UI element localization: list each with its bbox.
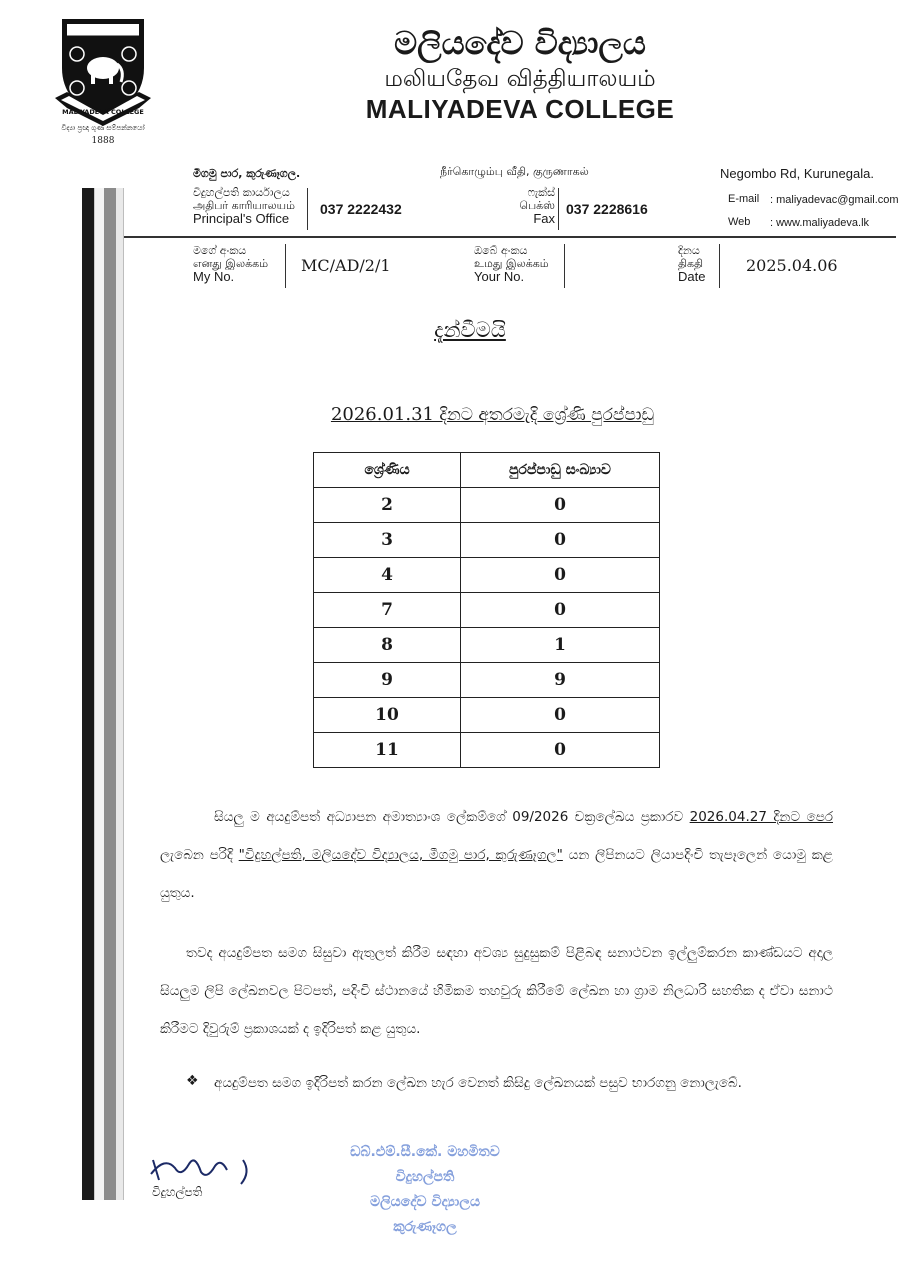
college-name-english: MALIYADEVA COLLEGE	[365, 94, 675, 124]
my-reference-number: MC/AD/2/1	[301, 256, 391, 275]
table-row: 2 0	[314, 488, 660, 523]
decorative-stripe-black	[82, 188, 94, 1200]
divider	[719, 244, 720, 288]
principal-signature	[145, 1150, 275, 1190]
bullet-icon: ❖	[186, 1073, 199, 1089]
table-row: 11 0	[314, 733, 660, 768]
crest-motto: විද්‍යා ප්‍රඥා ගුණ සම්පන්නයෝ	[61, 124, 145, 132]
vacancy-table	[313, 452, 660, 768]
column-header-vacancies: පුරප්පාඩු සංඛ්‍යාව	[461, 453, 660, 488]
college-name-tamil: மலியதேவ வித்தியாலயம்	[384, 66, 656, 92]
fax-label: ෆැක්ස් பெக்ஸ் Fax	[519, 186, 555, 226]
divider	[564, 244, 565, 288]
date-label: දිනය திகதி Date	[678, 244, 706, 284]
divider	[558, 188, 559, 230]
official-stamp: ඩබ්.එම්.සී.කේ. මහමිතව විදුහල්පති මලියදේව විද්‍යාලය කුරුණෑගල	[350, 1144, 500, 1235]
paragraph-documents: තවද අයදුම්පත සමග සිසුවා ඇතුලත් කිරීම සඳහා අවශ්‍ය සුදුසුකම් පිළිබඳ සනාථවන ඉල්ලුම්කරන කාණ්ඩයට අදාල සියලුම ලිපි ලේඛනවල පිටපත්, පදිංචි ස්ථානයේ හිමිකම තහවුරු කිරීමේ ලේඛන හා ග්‍රාම නිලධාරි සහතික ද ඒවා සනාථ කිරීමට දිවුරුම් ප්‍රකාශයක් ද ඉදිරිපත් කළ යුතුය.	[160, 945, 833, 1037]
address-english: Negombo Rd, Kurunegala.	[720, 166, 874, 181]
notice-heading: දැන්වීමයි	[434, 318, 506, 342]
your-no-label: ඔබේ අංකය உமது இலக்கம் Your No.	[474, 244, 549, 284]
table-row: 10 0	[314, 698, 660, 733]
decorative-stripe-light	[116, 188, 124, 1200]
office-phone: 037 2222432	[320, 201, 402, 217]
header-rule	[124, 236, 896, 238]
table-row: 7 0	[314, 593, 660, 628]
email-label: E-mail	[728, 193, 760, 205]
table-row: 4 0	[314, 558, 660, 593]
email-address: : maliyadevac@gmail.com	[770, 194, 899, 206]
divider	[285, 244, 286, 288]
office-label: විදුහල්පති කාර්යාලය அதிபர் காரியாலயம் Principal's Office	[193, 186, 295, 226]
table-row: 3 0	[314, 523, 660, 558]
paragraph-submission: සියලු ම අයදුම්පත් අධ්‍යාපන අමාත්‍යාංශ ලේකම්ගේ 09/2026 චක්‍රලේඛය ප්‍රකාරව 2026.04.27 දිනට පෙර ලැබෙන පරිදි "විදුහල්පති, මලියදේව විද්‍යාලය, මීගමු පාර, කුරුණෑගල" යන ලිපිනයට ලියාපදිංචි තැපෑලෙන් යොමු කළ යුතුය.	[160, 809, 833, 901]
notice-subheading: 2026.01.31 දිනට අතරමැදි ශ්‍රේණි පුරප්පාඩු	[330, 404, 655, 425]
svg-text:MALIYADEVA COLLEGE: MALIYADEVA COLLEGE	[62, 108, 144, 116]
paragraph-note: අයදුම්පත සමග ඉදිරිපත් කරන ලේඛන හැර වෙනත් කිසිදු ලේඛනයක් පසුව භාරගනු නොලැබේ.	[214, 1075, 742, 1091]
decorative-stripe-grey	[104, 188, 116, 1200]
letter-date: 2025.04.06	[746, 256, 838, 275]
table-row: 8 1	[314, 628, 660, 663]
fax-number: 037 2228616	[566, 201, 648, 217]
web-label: Web	[728, 216, 751, 228]
web-address: : www.maliyadeva.lk	[770, 217, 870, 229]
crest-year: 1888	[91, 136, 115, 146]
divider	[307, 188, 308, 230]
column-header-grade: ශ්‍රේණිය	[314, 453, 461, 488]
my-no-label: මගේ අංකය எனது இலக்கம் My No.	[193, 244, 269, 284]
table-row: 9 9	[314, 663, 660, 698]
signature-title: විදුහල්පති	[152, 1185, 203, 1199]
college-name-sinhala: මලියදේව විද්‍යාලය	[394, 24, 646, 62]
college-crest-logo	[55, 18, 151, 128]
address-tamil: நீர்கொழும்பு வீதி, குருணாகல்	[440, 165, 589, 178]
address-sinhala: මීගමු පාර, කුරුණෑගල.	[193, 167, 301, 180]
